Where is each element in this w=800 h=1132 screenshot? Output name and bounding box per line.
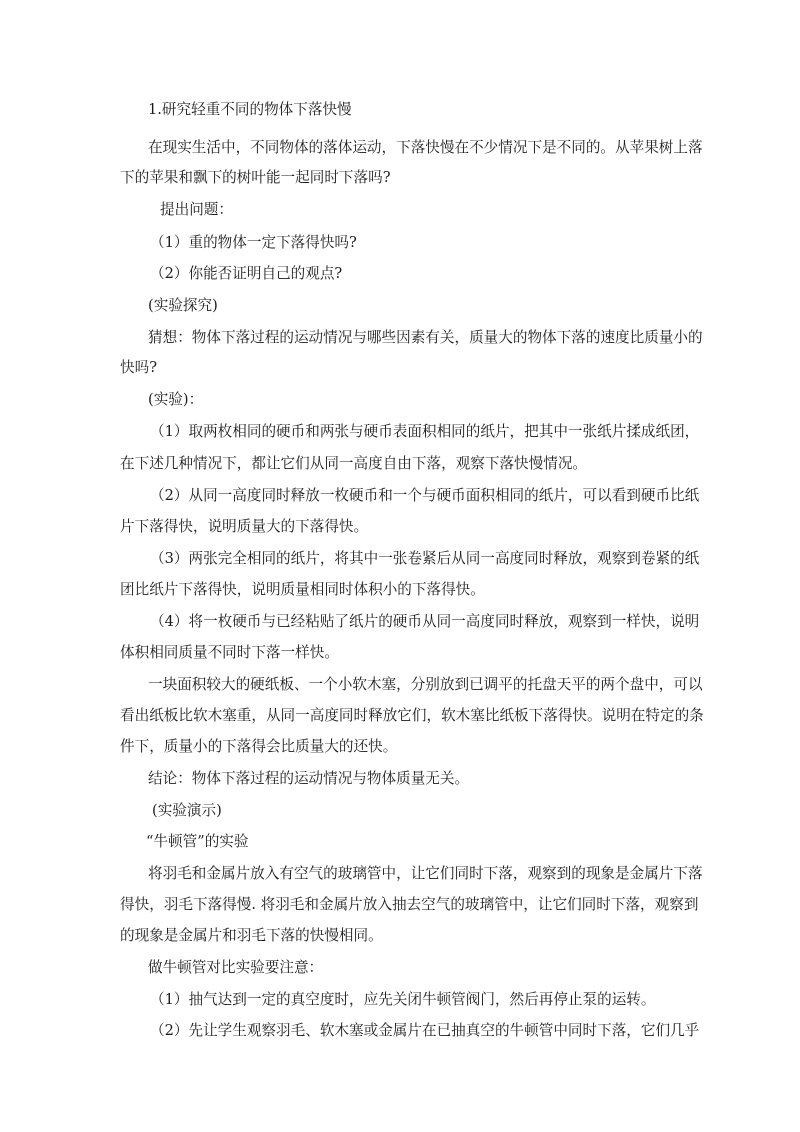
paragraph-line: 做牛顿管对比实验要注意： [148,959,324,976]
list-item: （3）两张完全相同的纸片，将其中一张卷紧后从同一高度同时释放，观察到卷紧的纸 [150,550,700,567]
section-heading: 1.研究轻重不同的物体下落快慢 [148,101,352,118]
list-item: （1）取两枚相同的硬币和两张与硬币表面积相同的纸片，把其中一张纸片揉成纸团， [150,423,700,440]
paragraph-line: 一块面积较大的硬纸板、一个小软木塞，分别放到已调平的托盘天平的两个盘中，可以 [148,676,703,693]
paragraph-line: 快吗? [120,359,158,376]
list-item: （4）将一枚硬币与已经粘贴了纸片的硬币从同一高度同时释放，观察到一样快，说明 [150,613,700,630]
subheading: “牛顿管”的实验 [146,833,249,850]
list-item: （1）抽气达到一定的真空度时，应先关闭牛顿管阀门，然后再停止泵的运转。 [150,991,656,1008]
list-item: （1）重的物体一定下落得快吗? [150,234,357,251]
paragraph-line: 得快，羽毛下落得慢. 将羽毛和金属片放入抽去空气的玻璃管中，让它们同时下落，观察到 [120,896,699,913]
paragraph-line: 将羽毛和金属片放入有空气的玻璃管中，让它们同时下落，观察到的现象是金属片下落 [148,865,703,882]
subheading: (实验探究) [148,297,218,314]
subheading: (实验演示) [152,802,222,819]
paragraph-line: 的现象是金属片和羽毛下落的快慢相同。 [120,927,383,944]
paragraph-line: 下的苹果和飘下的树叶能一起同时下落吗? [120,169,391,186]
paragraph-line: 在现实生活中，不同物体的落体运动，下落快慢在不少情况下是不同的。从苹果树上落 [148,139,703,156]
paragraph-line: 片下落得快，说明质量大的下落得快。 [120,518,369,535]
paragraph-line: 在下述几种情况下，都让它们从同一高度自由下落，观察下落快慢情况。 [120,455,588,472]
paragraph-line: 猜想：物体下落过程的运动情况与哪些因素有关，质量大的物体下落的速度比质量小的 [148,329,703,346]
list-item: （2）你能否证明自己的观点? [150,265,343,282]
paragraph-line: 体积相同质量不同时下落一样快。 [120,644,339,661]
list-item: （2）从同一高度同时释放一枚硬币和一个与硬币面积相同的纸片，可以看到硬币比纸 [150,487,700,504]
list-item: （2）先让学生观察羽毛、软木塞或金属片在已抽真空的牛顿管中同时下落，它们几乎 [150,1022,700,1039]
paragraph-line: 看出纸板比软木塞重，从同一高度同时释放它们，软木塞比纸板下落得快。说明在特定的条 [120,707,704,724]
paragraph-line: 团比纸片下落得快，说明质量相同时体积小的下落得快。 [120,581,485,598]
paragraph-line: 件下，质量小的下落得会比质量大的还快。 [120,738,398,755]
subheading: (实验)： [148,391,204,408]
paragraph-line: 结论：物体下落过程的运动情况与物体质量无关。 [148,770,470,787]
subheading: 提出问题： [160,201,233,218]
